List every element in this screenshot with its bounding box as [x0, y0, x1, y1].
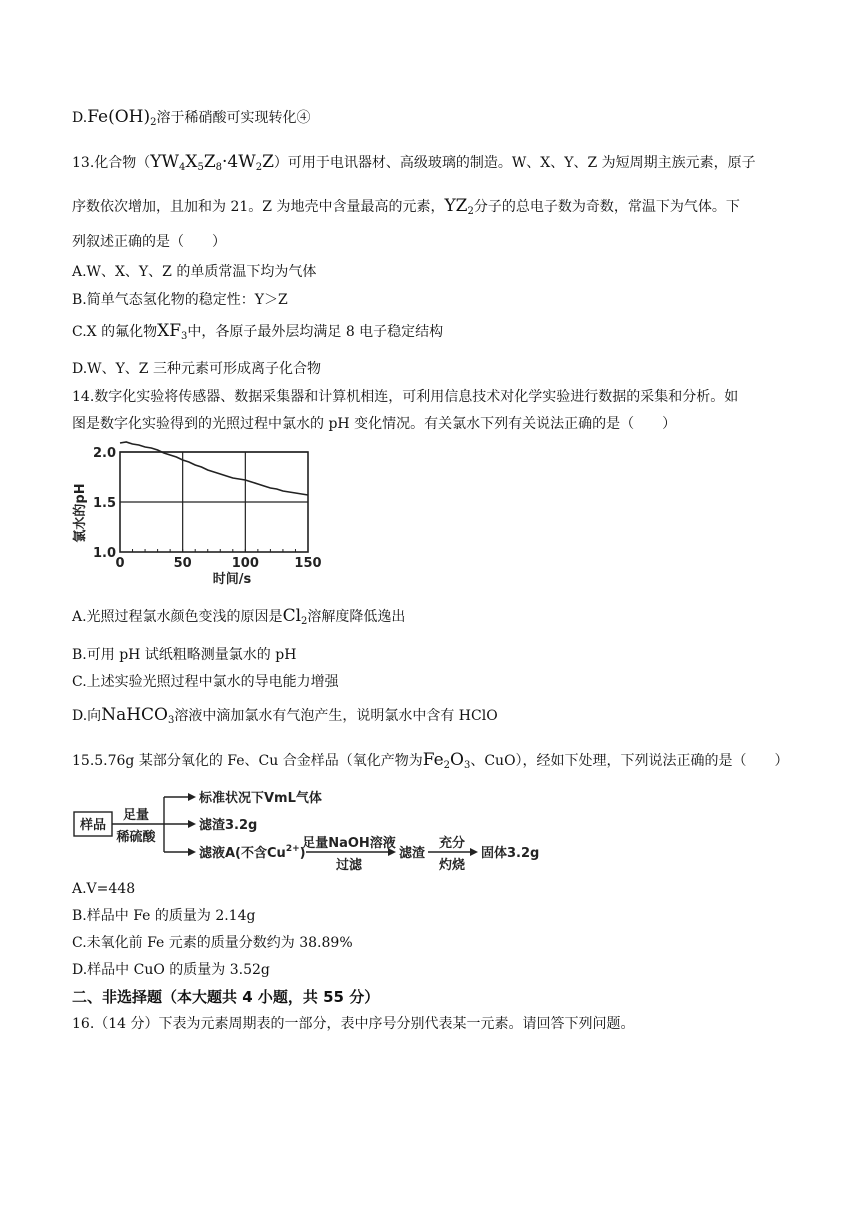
q13-stem-line3: 列叙述正确的是（ ）	[72, 234, 226, 250]
q15-option-a: A.V=448	[72, 881, 136, 897]
y-tick-label: 1.5	[92, 496, 116, 511]
xf3-formula: $XF_3$	[157, 321, 188, 342]
x-tick-label: 150	[294, 556, 322, 571]
x-tick-label: 0	[115, 556, 125, 571]
flow-reagent-top: 足量	[122, 808, 150, 823]
q13-stem-line2: 序数依次增加，且加和为 21。Z 为地壳中含量最高的元素，$YZ_2$分子的总电子数为奇数，常温下为气体。下	[72, 196, 740, 217]
ph-line-chart	[72, 440, 332, 590]
q13-option-b: B.简单气态氢化物的稳定性：Y＞Z	[72, 292, 288, 308]
q14-option-a: A.光照过程氯水颜色变浅的原因是$Cl_2$溶解度降低逸出	[72, 606, 406, 627]
flow-residue-2: 滤渣	[399, 846, 426, 861]
yz2-formula: $YZ_2$	[444, 196, 474, 217]
compound-formula: $YW_4X_5Z_8\cdot 4W_2Z$	[150, 152, 274, 173]
flow-gas-output: 标准状况下VmL气体	[199, 791, 322, 806]
cl2-formula: $Cl_2$	[282, 606, 308, 627]
flow-residue-output: 滤渣3.2g	[199, 818, 258, 833]
q14-stem-line1: 14.数字化实验将传感器、数据采集器和计算机相连，可利用信息技术对化学实验进行数据的采集和分析。如	[72, 389, 739, 405]
section-2-heading: 二、非选择题（本大题共 4 小题，共 55 分）	[72, 988, 380, 1006]
x-tick-label: 100	[231, 556, 259, 571]
flow-step3-bottom: 灼烧	[438, 858, 466, 872]
q15-option-c: C.未氧化前 Fe 元素的质量分数约为 38.89%	[72, 935, 353, 951]
chart-grid	[120, 452, 308, 552]
q14-stem-line2: 图是数字化实验得到的光照过程中氯水的 pH 变化情况。有关氯水下列有关说法正确的是（ ）	[72, 416, 677, 432]
q14-option-d: D.向NaHCO$_3$溶液中滴加氯水有气泡产生，说明氯水中含有 HClO	[72, 705, 498, 726]
fe2o3-formula: $Fe_2O_3$	[422, 750, 471, 771]
q12-option-d: $D.Fe(OH)_2$溶于稀硝酸可实现转化④	[72, 107, 311, 128]
q16-stem: 16.（14 分）下表为元素周期表的一部分，表中序号分别代表某一元素。请回答下列问题。	[72, 1016, 635, 1032]
q14-option-c: C.上述实验光照过程中氯水的导电能力增强	[72, 674, 339, 690]
x-axis-label: 时间/s	[212, 572, 252, 587]
q15-stem: 15.5.76g 某部分氧化的 Fe、Cu 合金样品（氧化产物为$Fe_2O_3$、CuO），经如下处理，下列说法正确的是（ ）	[72, 750, 789, 771]
nahco3-formula: NaHCO$_3$	[101, 705, 175, 726]
q15-option-b: B.样品中 Fe 的质量为 2.14g	[72, 908, 256, 924]
flow-final-solid: 固体3.2g	[481, 846, 540, 861]
flow-step2-top: 足量NaOH溶液	[302, 836, 396, 851]
q13-option-d: D.W、Y、Z 三种元素可形成离子化合物	[72, 361, 321, 377]
y-tick-label: 2.0	[92, 446, 116, 461]
q13-option-c: C.X 的氟化物$XF_3$中，各原子最外层均满足 8 电子稳定结构	[72, 321, 444, 342]
flow-step3-top: 充分	[438, 836, 466, 851]
q13-option-a: A.W、X、Y、Z 的单质常温下均为气体	[72, 264, 317, 280]
fe-oh-2-formula: $Fe(OH)_2$	[87, 107, 157, 128]
flow-step2-bottom: 过滤	[335, 858, 363, 872]
flow-sample: 样品	[79, 818, 107, 833]
flow-reagent-bottom: 稀硫酸	[116, 830, 156, 845]
y-axis-label: 氯水的pH	[73, 483, 88, 543]
y-tick-label: 1.0	[92, 546, 116, 561]
x-tick-label: 50	[173, 556, 192, 571]
process-flow-diagram	[72, 782, 542, 872]
ph-series-line	[120, 442, 308, 495]
q15-option-d: D.样品中 CuO 的质量为 3.52g	[72, 962, 270, 978]
q14-option-b: B.可用 pH 试纸粗略测量氯水的 pH	[72, 647, 297, 663]
flow-filtrate-a: 滤液A(不含$Cu^{2+}$)	[199, 844, 306, 861]
q13-stem-line1: 13.化合物$(YW_4X_5Z_8\cdot 4W_2Z)$可用于电讯器材、高级玻璃的制造。W、X、Y、Z 为短周期主族元素，原子	[72, 152, 756, 173]
